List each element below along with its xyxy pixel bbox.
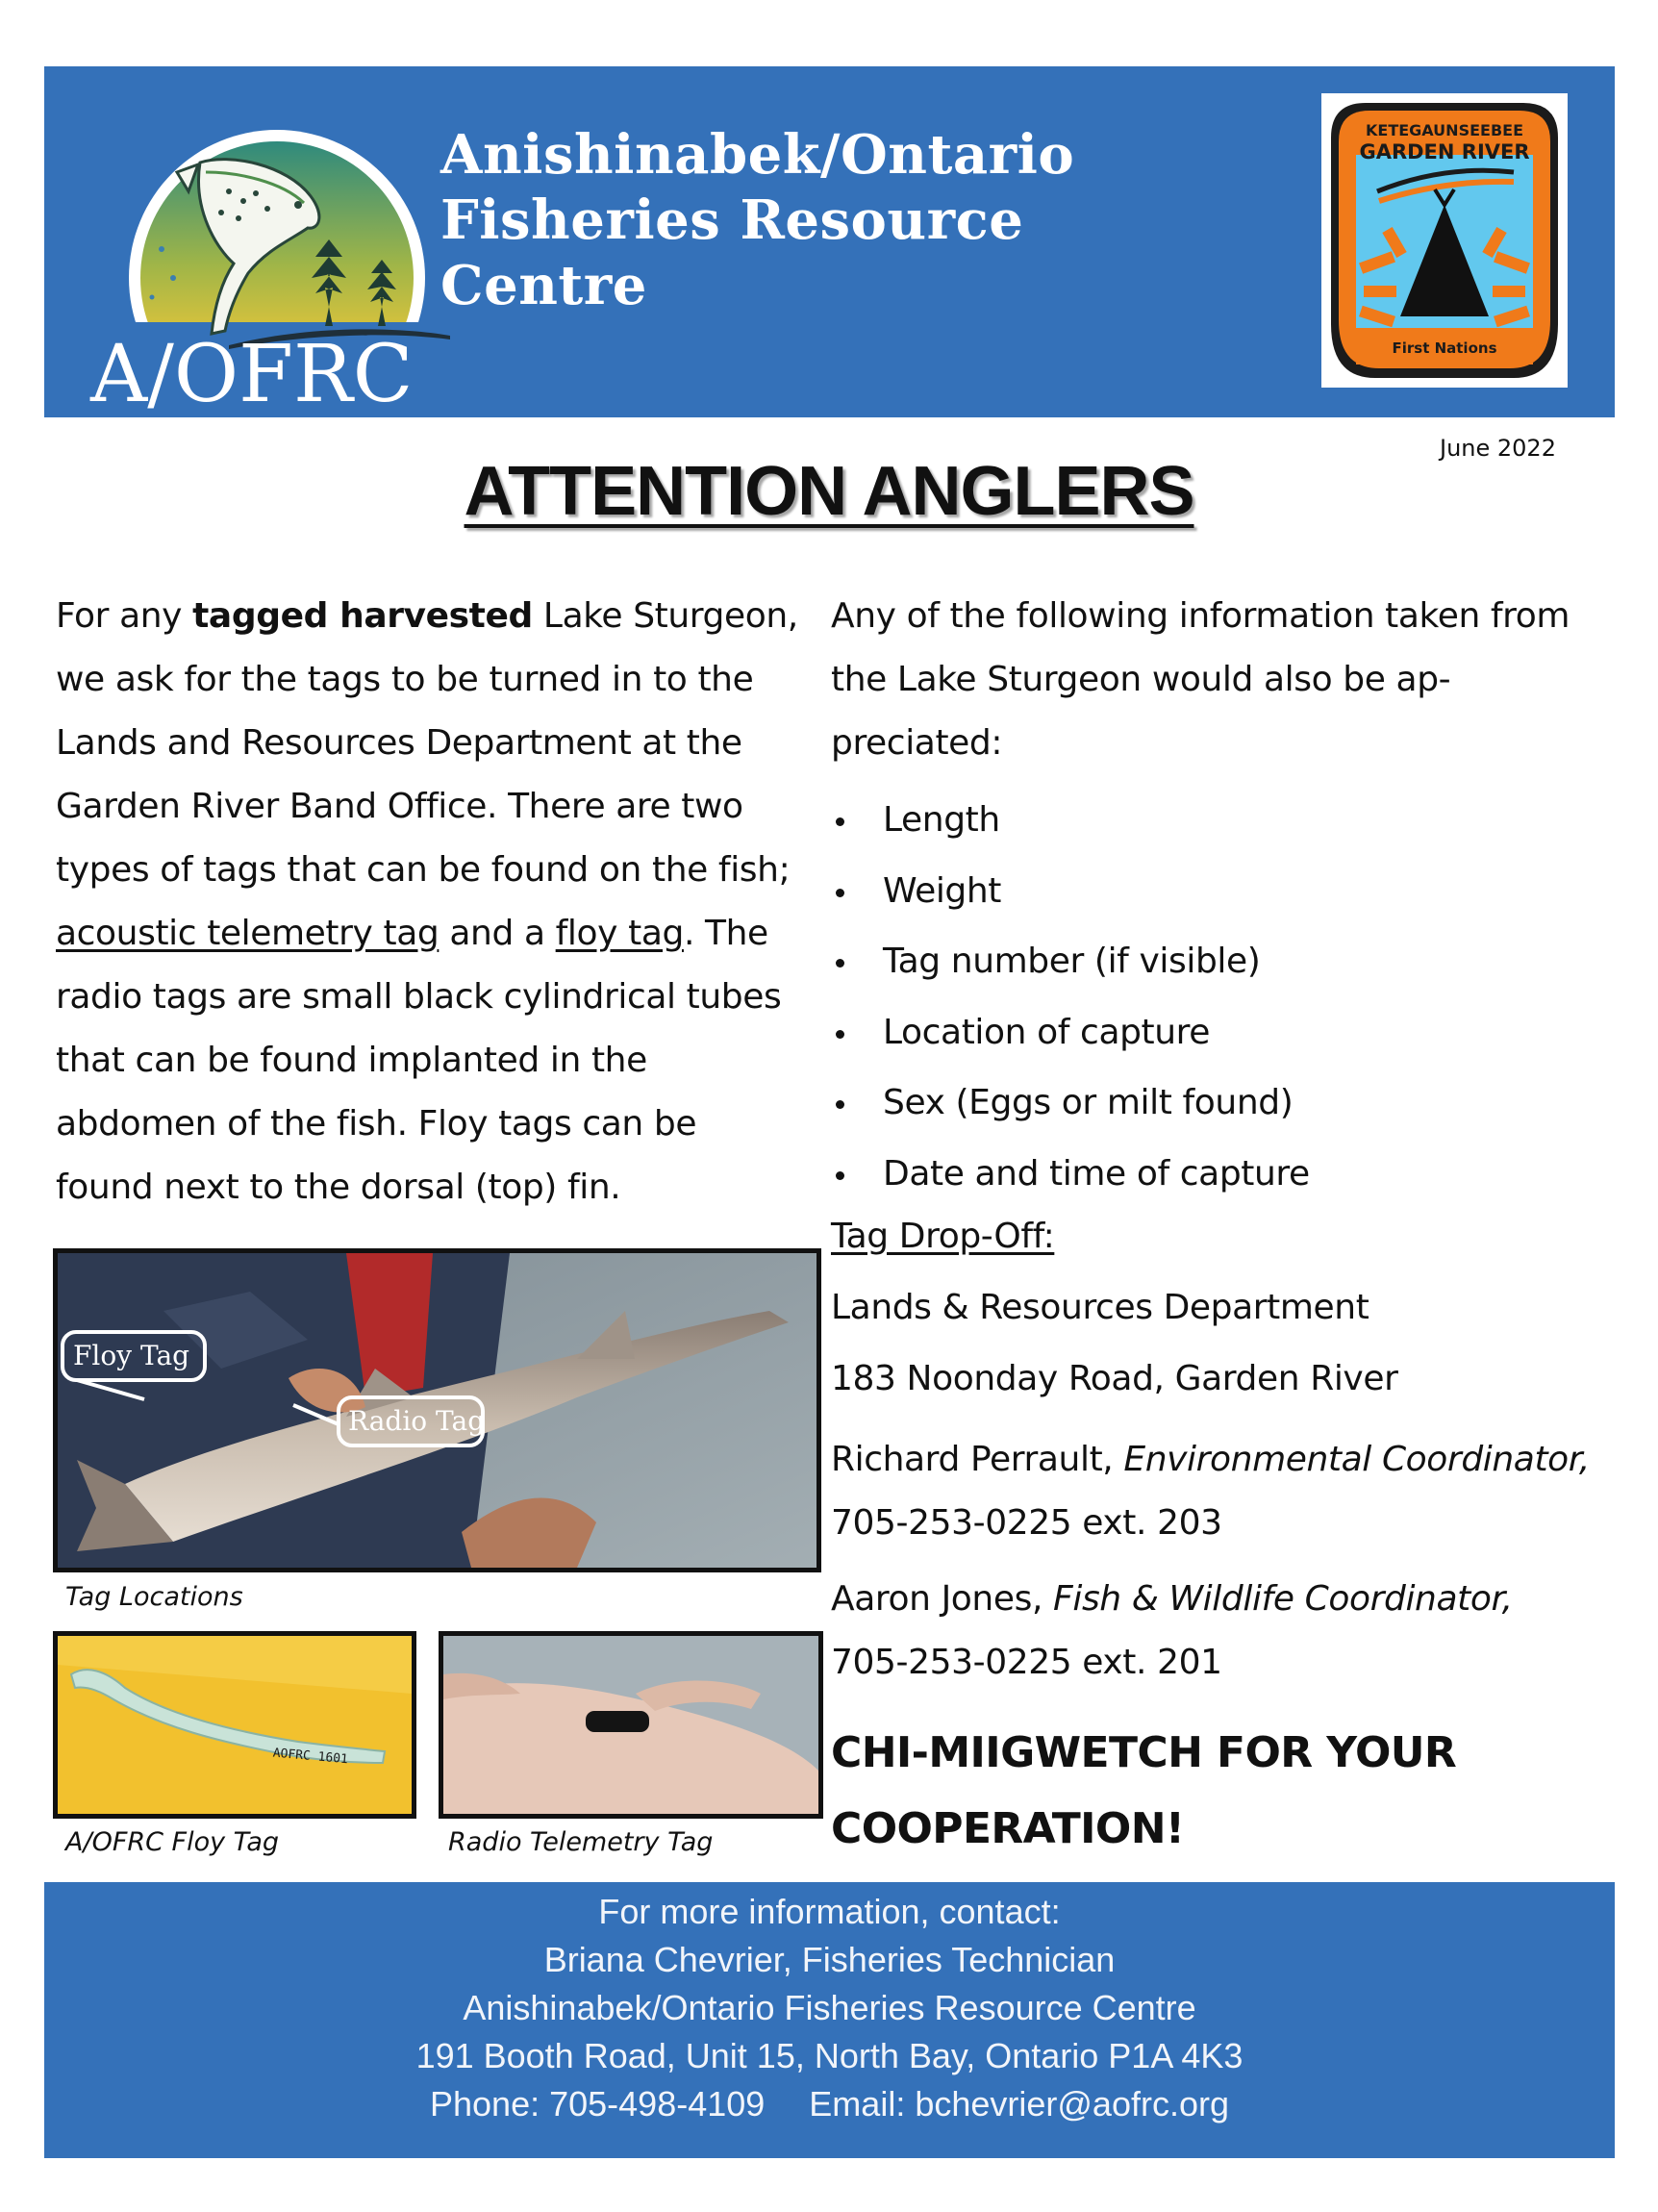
org-name-line: Fisheries Resource (440, 189, 1024, 252)
intro-paragraph (56, 585, 801, 1219)
intro-emphasis: tagged harvested (192, 596, 533, 636)
floy-tag-image (58, 1636, 412, 1814)
sturgeon-photo (58, 1253, 816, 1568)
floy-tag-label: Floy Tag (73, 1340, 190, 1371)
photo-caption: A/OFRC Floy Tag (65, 1827, 279, 1857)
intro-text: and a (439, 914, 556, 953)
badge-name: GARDEN RIVER (1359, 140, 1530, 163)
badge-banner-text: First Nations (1392, 339, 1497, 357)
dropoff-department: Lands & Resources Department (831, 1288, 1369, 1327)
footer-email: Email: bchevrier@aofrc.org (809, 2084, 1229, 2124)
acoustic-tag-term: acoustic telemetry tag (56, 914, 440, 953)
contact-name: Richard Perrault, (831, 1440, 1124, 1479)
radio-tag-photo (439, 1631, 823, 1819)
logo-text: A/OFRC (90, 329, 414, 413)
header-banner (44, 66, 1615, 417)
footer-line: 191 Booth Road, Unit 15, North Bay, Ontario P1A 4K3 (415, 2036, 1244, 2075)
footer-line: Anishinabek/Ontario Fisheries Resource Centre (463, 1988, 1196, 2027)
org-name-line: Centre (440, 254, 647, 317)
aofrc-logo (85, 105, 469, 413)
list-item: Tag number (if visible) (831, 933, 1591, 1004)
page-title: ATTENTION ANGLERS (464, 453, 1194, 530)
radio-tag-label: Radio Tag (348, 1405, 486, 1437)
floy-tag-print: AOFRC 1601 (272, 1746, 349, 1768)
list-item: Date and time of capture (831, 1145, 1591, 1217)
photo-caption: Tag Locations (65, 1582, 243, 1612)
floy-tag-term: floy tag (555, 914, 684, 953)
request-intro: Any of the following information taken from the Lake Sturgeon would also be ap-preciated: (831, 596, 1570, 763)
contact-phone: 705-253-0225 ext. 201 (831, 1643, 1222, 1682)
contact-title: Fish & Wildlife Coordinator, (1053, 1579, 1513, 1619)
intro-text: For any (56, 596, 193, 636)
footer-contact-info (44, 1888, 1615, 2128)
intro-text: Lake Sturgeon, we ask for the tags to be turned in to the Lands and Resources Department at the Garden River Band Office. There are two types of tags that can be found on the fish; (56, 596, 798, 890)
footer-line: For more information, contact: (598, 1892, 1061, 1931)
contact-aaron-jones (831, 1568, 1591, 1695)
footer-phone: Phone: 705-498-4109 (430, 2084, 766, 2124)
floy-tag-photo (53, 1631, 416, 1819)
footer-line (44, 2080, 1615, 2128)
tag-locations-photo (53, 1248, 821, 1572)
contact-richard-perrault (831, 1428, 1591, 1555)
radio-tag-image (443, 1636, 818, 1814)
badge-arc-text: KETEGAUNSEEBEE (1365, 121, 1524, 139)
thank-you-message: CHI-MIIGWETCH FOR YOUR COOPERATION! (831, 1728, 1457, 1853)
contact-title: Environmental Coordinator, (1123, 1440, 1590, 1479)
list-item: Location of capture (831, 1004, 1591, 1075)
org-name-line: Anishinabek/Ontario (440, 123, 1075, 187)
list-item: Length (831, 792, 1591, 863)
contact-name: Aaron Jones, (831, 1579, 1054, 1619)
footer-line: Briana Chevrier, Fisheries Technician (543, 1940, 1116, 1979)
photo-caption: Radio Telemetry Tag (448, 1827, 714, 1857)
list-item: Weight (831, 863, 1591, 934)
intro-text: . The radio tags are small black cylindrical tubes that can be found implanted in the abdomen of the fish. Floy tags can be found next to the dorsal (top) fin. (56, 914, 782, 1207)
dropoff-address: 183 Noonday Road, Garden River (831, 1359, 1398, 1398)
contact-phone: 705-253-0225 ext. 203 (831, 1503, 1222, 1543)
footer-contact-banner (44, 1882, 1615, 2158)
org-name (440, 122, 1114, 318)
requested-info-list (831, 792, 1591, 1216)
list-item: Sex (Eggs or milt found) (831, 1074, 1591, 1145)
garden-river-emblem (1321, 93, 1568, 388)
dropoff-heading: Tag Drop-Off: (831, 1217, 1055, 1256)
issue-date: June 2022 (1440, 435, 1556, 462)
garden-river-badge (1321, 93, 1568, 388)
